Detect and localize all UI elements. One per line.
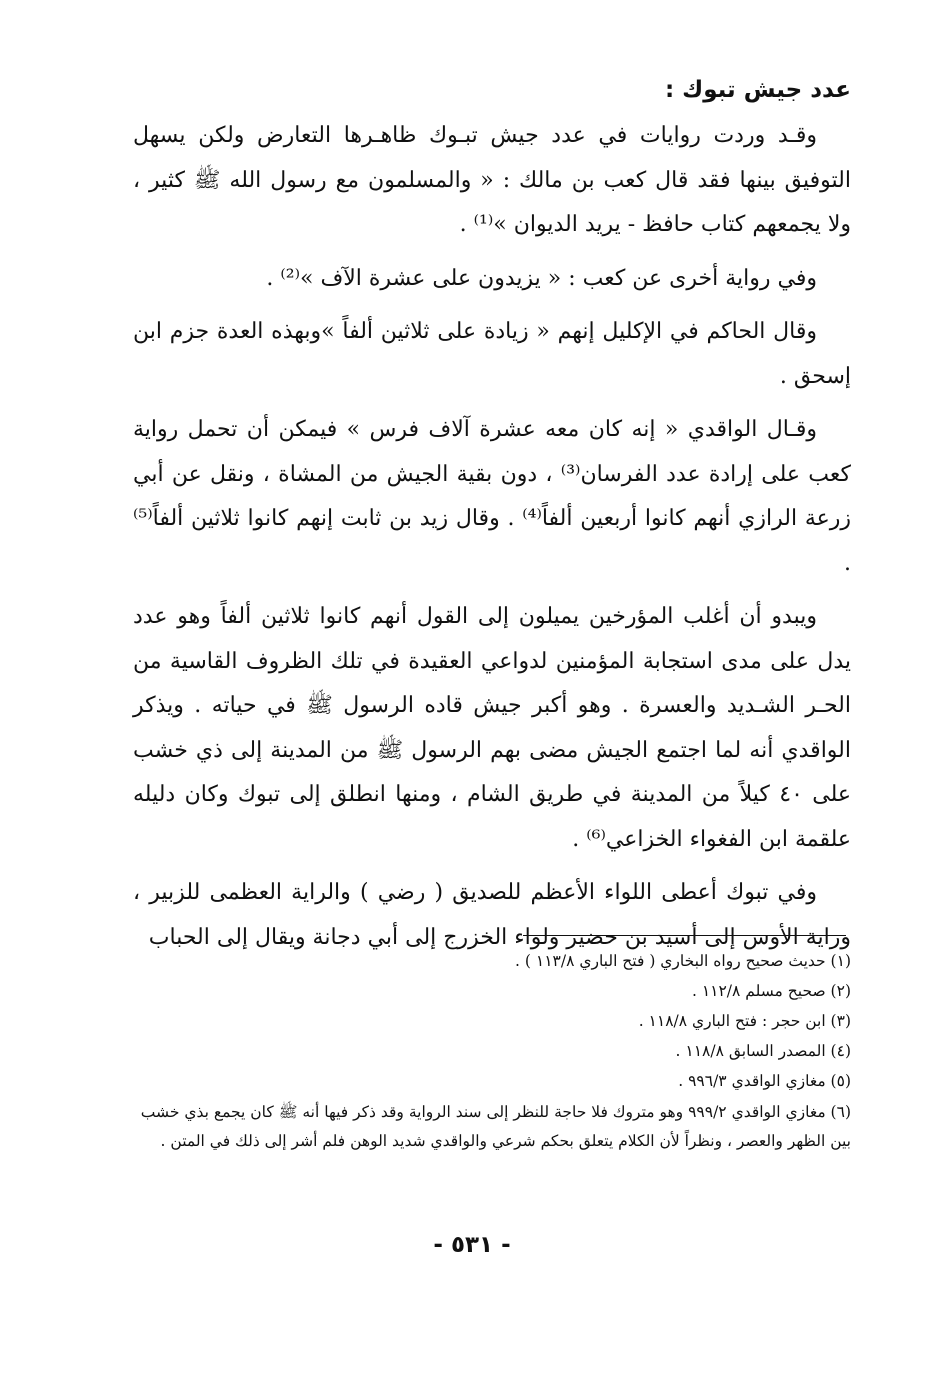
footnote: (٦) مغازي الواقدي ٩٩٩/٢ وهو متروك فلا حاجة للنظر إلى سند الرواية وقد ذكر فيها أنه ﷺ كان يجمع بذي خشب بين الظهر والعصر ، ونظراً لأن الكلام يتعلق بحكم شرعي والواقدي شديد الوهن فلم أشر إلى ذلك في المتن . (140, 1103, 851, 1150)
footnotes (133, 946, 851, 1156)
footnote: (٤) المصدر السابق ١١٨/٨ . (675, 1042, 851, 1060)
footnote: (٢) صحيح مسلم ١١٢/٨ . (691, 982, 851, 1000)
paragraph: وفي تبوك أعطى اللواء الأعظم للصديق ( رضي ) والراية العظمى للزبير ، وراية الأوس إلى أسيد بن حضير ولواء الخزرج إلى أبي دجانة ويقال إلى الحباب (133, 880, 851, 950)
paragraph: وفي رواية أخرى عن كعب : « يزيدون على عشرة الآف »⁽²⁾ . (266, 265, 817, 291)
footnote: (٣) ابن حجر : فتح الباري ١١٨/٨ . (638, 1012, 851, 1030)
section-heading: عدد جيش تبوك : (664, 77, 851, 103)
main-text (133, 70, 851, 969)
footnote: (١) حديث صحيح رواه البخاري ( فتح الباري ١١٣/٨ ) . (515, 952, 851, 970)
paragraph: ويبدو أن أغلب المؤرخين يميلون إلى القول أنهم كانوا ثلاثين ألفاً وهو عدد يدل على مدى استجابة المؤمنين لدواعي العقيدة في تلك الظروف القاسية من الحـر الشـديد والعسرة . وهو أكبر جيش قاده الرسول ﷺ في حياته . ويذكر الواقدي أنه لما اجتمع الجيش مضى بهم الرسول ﷺ من المدينة إلى ذي خشب على ٤٠ كيلاً من المدينة في طريق الشام ، ومنها انطلق إلى تبوك وكان دليله علقمة ابن الفغواء الخزاعي⁽⁶⁾ . (133, 604, 851, 852)
page-number: - ٥٣١ - (433, 1232, 511, 1258)
paragraph: وقـد وردت روايات في عدد جيش تبـوك ظاهـرها التعارض ولكن يسهل التوفيق بينها فقد قال كعب بن مالك : « والمسلمون مع رسول الله ﷺ كثير ، ولا يجمعهم كتاب حافظ - يريد الديوان »⁽¹⁾ . (133, 123, 851, 237)
footnote-divider (523, 935, 846, 936)
paragraph: وقـال الواقدي « إنه كان معه عشرة آلاف فرس » فيمكن أن تحمل رواية كعب على إرادة عدد الفرسان⁽³⁾ ، دون بقية الجيش من المشاة ، ونقل عن أبي زرعة الرازي أنهم كانوا أربعين ألفاً⁽⁴⁾ . وقال زيد بن ثابت إنهم كانوا ثلاثين ألفاً⁽⁵⁾ . (133, 417, 852, 576)
paragraph: وقال الحاكم في الإكليل إنهم « زيادة على ثلاثين ألفاً »وبهذه العدة جزم ابن إسحق . (133, 319, 851, 389)
footnote: (٥) مغازي الواقدي ٩٩٦/٣ . (678, 1072, 851, 1090)
